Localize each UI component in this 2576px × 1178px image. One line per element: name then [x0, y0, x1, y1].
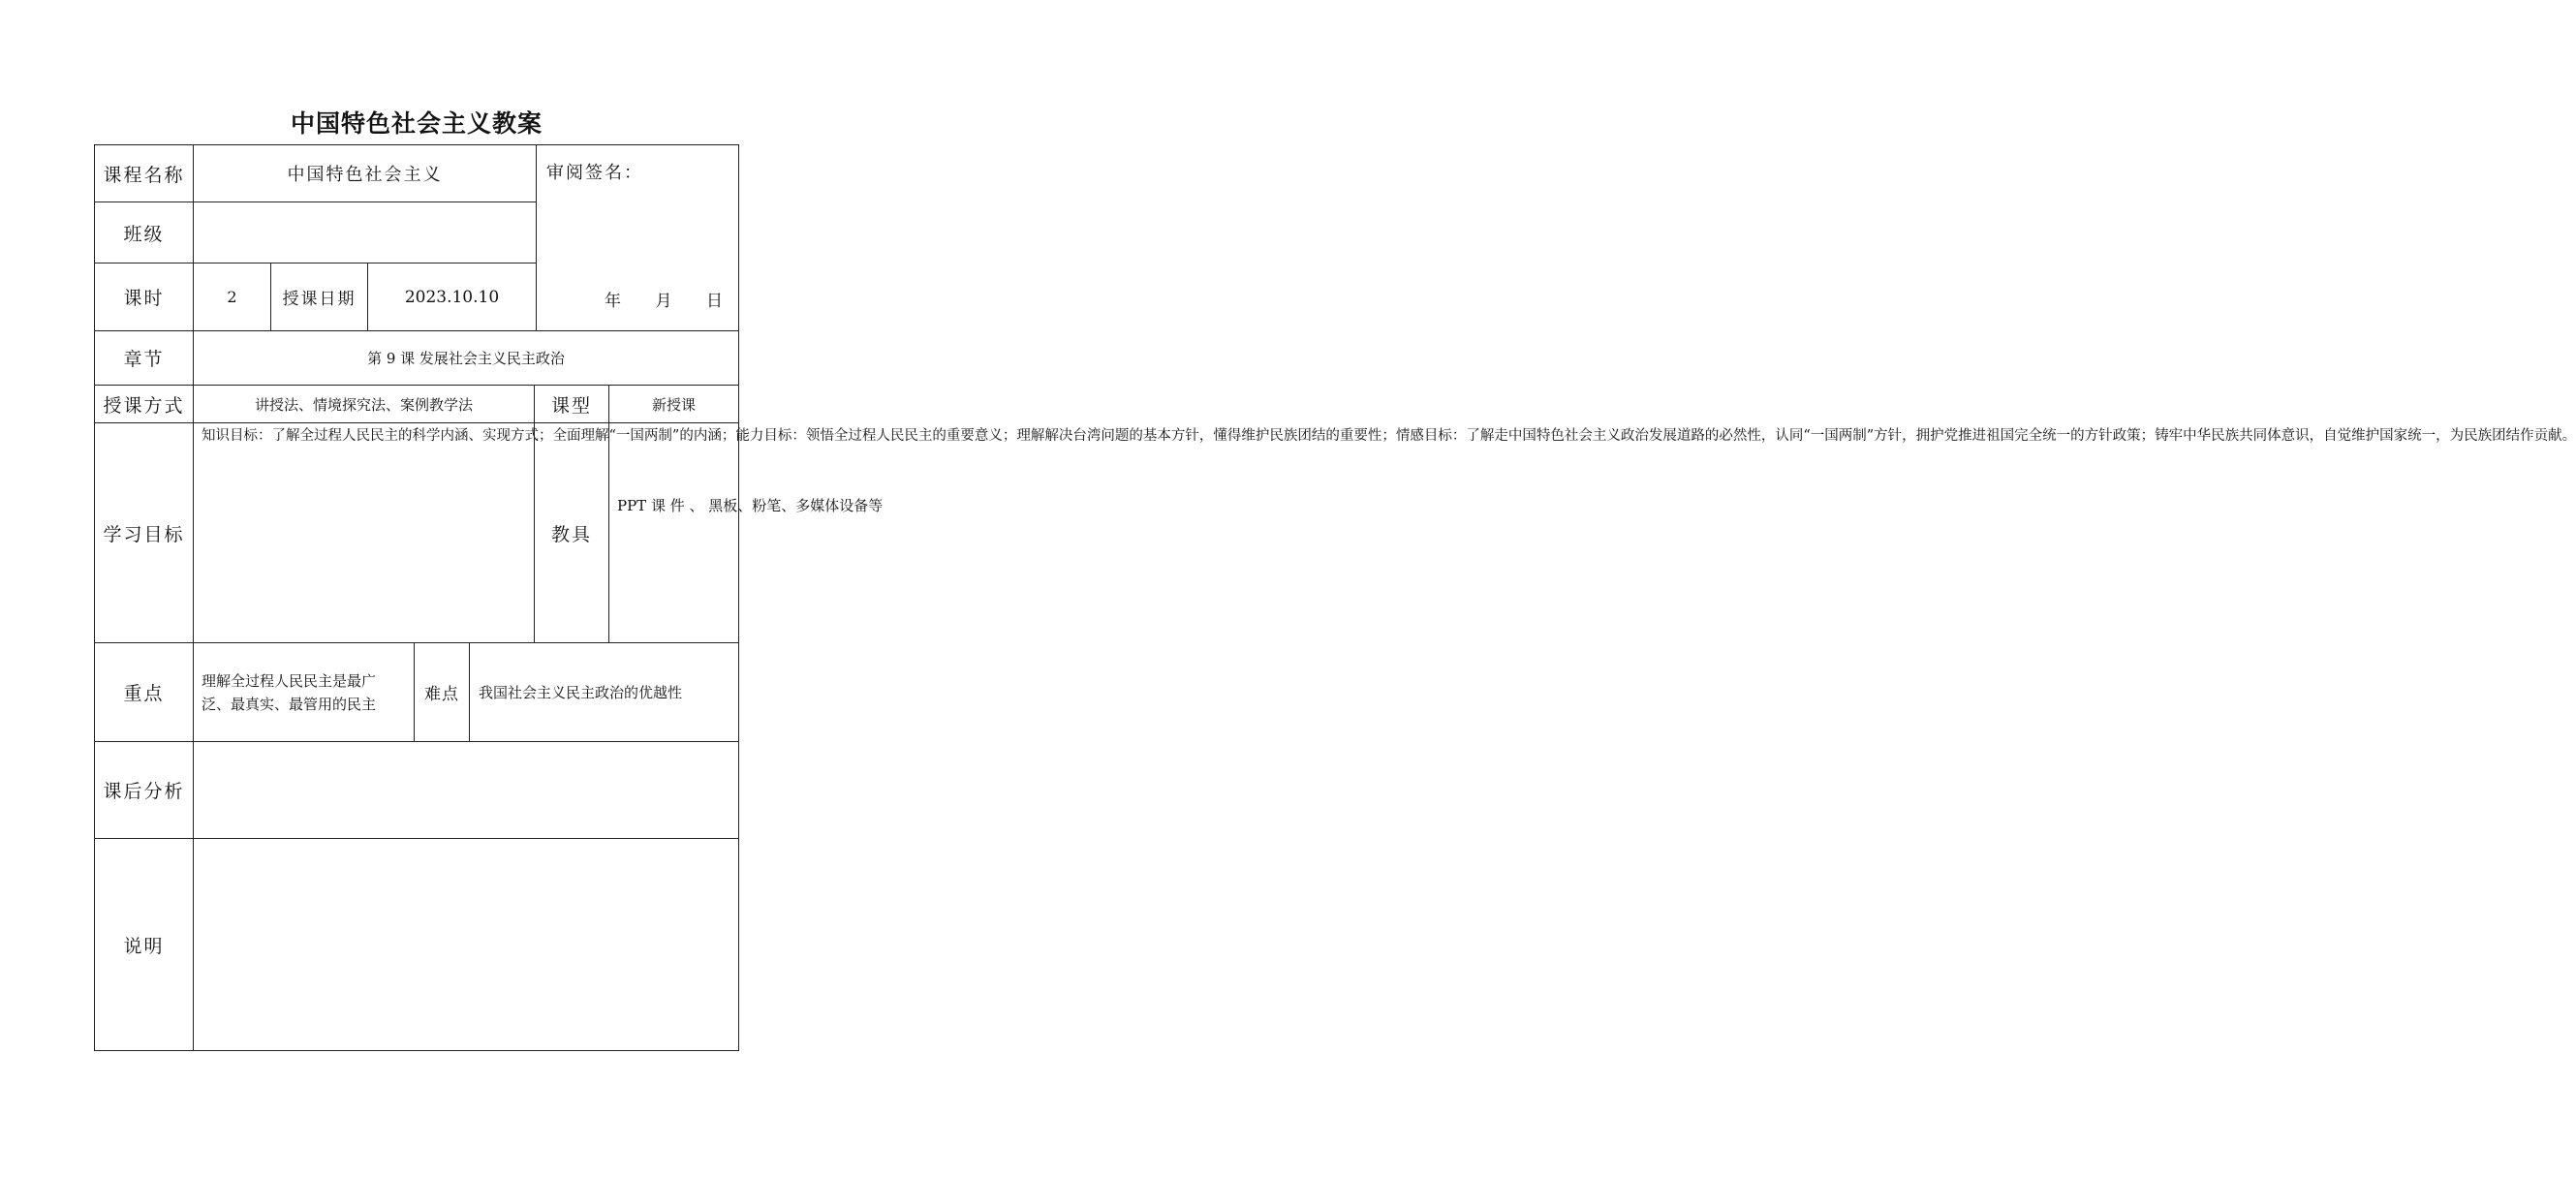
review-year-label: 年: [605, 292, 621, 311]
chapter-label: 章节: [94, 330, 194, 386]
goal-line: 实现方式；全面理解“一国两制”的内涵；: [482, 428, 736, 444]
hours-value: 2: [193, 263, 271, 331]
teaching-aids-line: 板、粉笔、多媒: [723, 497, 825, 514]
post-class-analysis-label: 课后分析: [94, 741, 194, 839]
review-date: [605, 287, 723, 311]
page-title: 中国特色社会主义教案: [290, 109, 543, 138]
notes-value: [193, 838, 739, 1051]
teaching-aids-line: PPT 课 件 、 黑: [617, 497, 724, 514]
course-name-value: 中国特色社会主义: [193, 144, 537, 202]
class-value: [193, 202, 537, 264]
learning-goals-label: 学习目标: [94, 422, 194, 643]
difficulty-label: 难点: [414, 642, 470, 742]
course-name-label: 课程名称: [94, 144, 194, 202]
teaching-date-label: 授课日期: [270, 263, 368, 331]
goal-line: 族团结的重要性；: [1283, 428, 1396, 444]
teaching-method-label: 授课方式: [94, 385, 194, 423]
goal-line: 知识目标：了解全过程人民民主的科学内涵、: [202, 428, 482, 444]
goal-line: 情感目标：了解走中国特色社会主义政治发: [1395, 428, 1663, 444]
goal-line: 能力目标：领悟全过程人民民主的重要意义；: [735, 428, 1017, 444]
hours-label: 课时: [94, 263, 194, 331]
review-day-label: 日: [706, 292, 723, 311]
goal-line: 拥护党推进祖国完全统一的方针政策；铸牢: [1915, 428, 2184, 444]
lesson-type-label: 课型: [534, 385, 609, 423]
key-point-line: 理解全过程人民民主是最广: [202, 671, 377, 690]
teaching-aids-label: 教具: [534, 422, 609, 643]
lesson-type-value: 新授课: [608, 385, 739, 423]
review-signature-label: 审阅签名：: [546, 163, 643, 183]
class-label: 班级: [94, 202, 194, 264]
goal-line: 展道路的必然性，认同“一国两制”方针，: [1662, 428, 1916, 444]
goal-line: 理解解决台湾问题的基本方针，懂得维护民: [1016, 428, 1284, 444]
teaching-aids-line: 体设备等: [824, 497, 884, 514]
review-month-label: 月: [655, 292, 672, 311]
teaching-date-value: 2023.10.10: [367, 263, 537, 331]
notes-label: 说明: [94, 838, 194, 1051]
chapter-value: 第 9 课 发展社会主义民主政治: [193, 330, 739, 386]
key-point-label: 重点: [94, 642, 194, 742]
post-class-analysis-value: [193, 741, 739, 839]
key-point-line: 泛、最真实、最管用的民主: [202, 695, 377, 713]
key-point-text: [193, 642, 415, 742]
goal-line: 为民族团结作贡献。: [2449, 428, 2576, 444]
goal-line: 中华民族共同体意识，自觉维护国家统一，: [2183, 428, 2450, 444]
difficulty-text: 我国社会主义民主政治的优越性: [469, 642, 739, 742]
teaching-method-value: 讲授法、情境探究法、案例教学法: [193, 385, 535, 423]
